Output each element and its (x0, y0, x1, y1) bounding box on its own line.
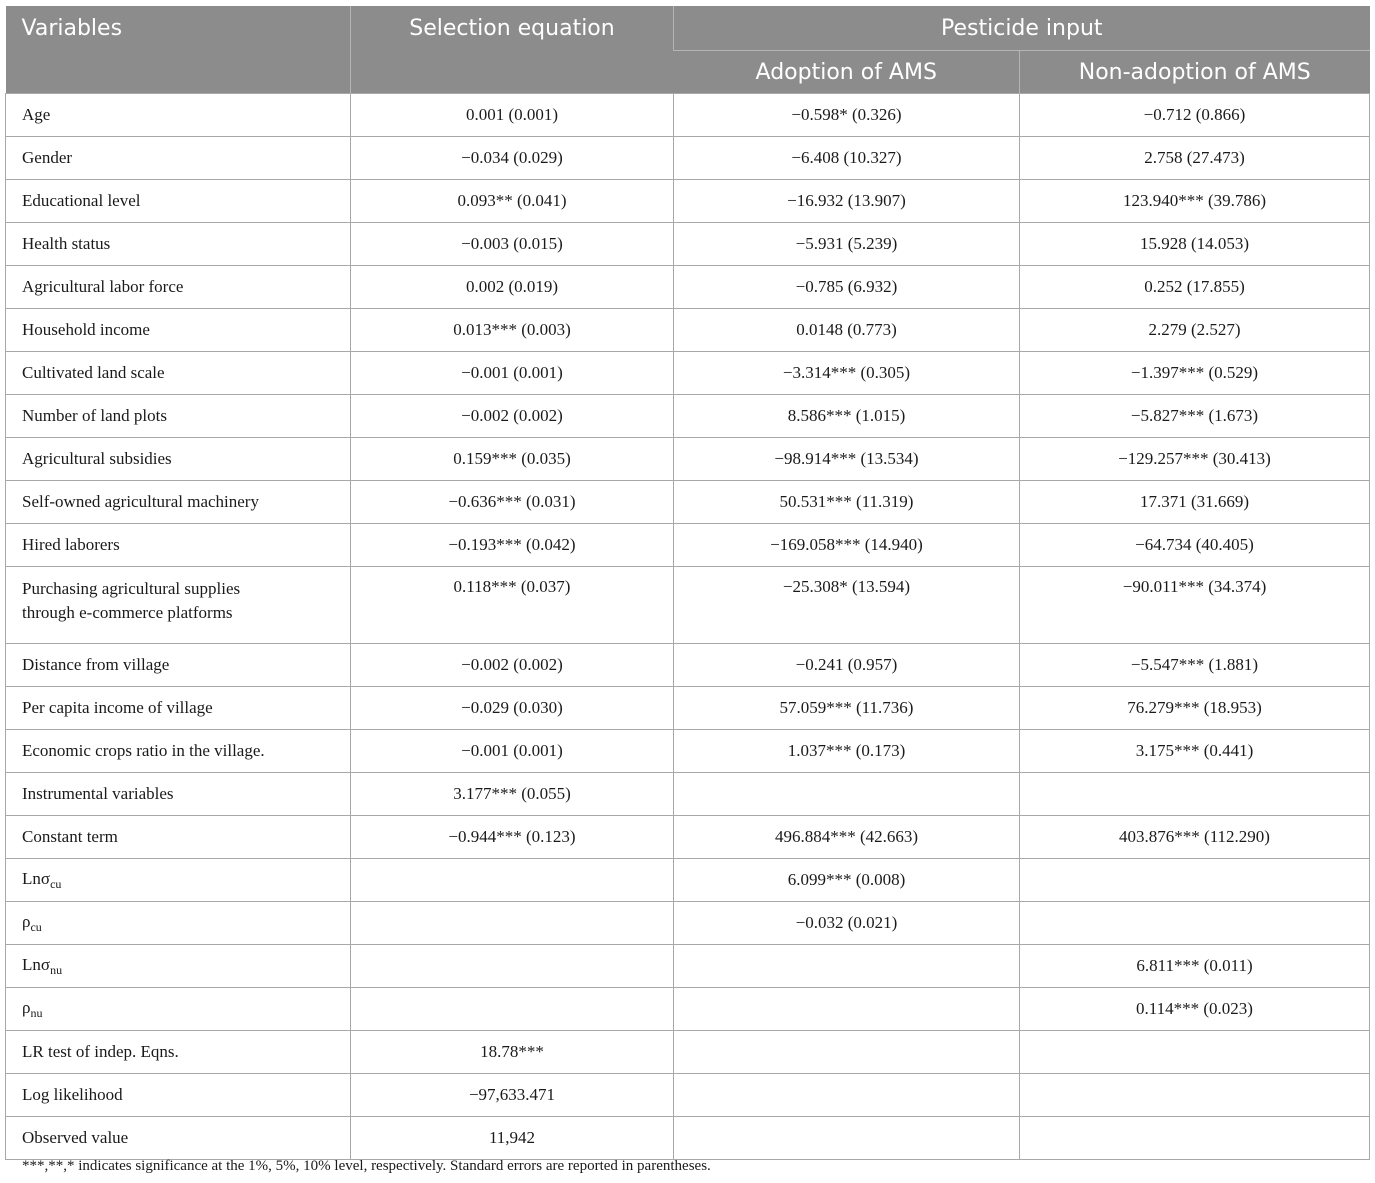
table-row (6, 644, 1370, 687)
selection-value-cell (351, 902, 674, 945)
results-table-container (5, 6, 1369, 1160)
selection-value-cell: 0.093** (0.041) (351, 180, 674, 223)
table-row (6, 816, 1370, 859)
adoption-value-cell: −5.931 (5.239) (674, 223, 1020, 266)
selection-value-cell: 0.002 (0.019) (351, 266, 674, 309)
adoption-value-cell: −0.598* (0.326) (674, 94, 1020, 137)
variable-cell: Household income (6, 309, 351, 352)
selection-value-cell: −0.636*** (0.031) (351, 481, 674, 524)
variable-subscript: cu (50, 876, 62, 891)
selection-value-cell: −0.029 (0.030) (351, 687, 674, 730)
non-adoption-value-cell: −5.827*** (1.673) (1020, 395, 1370, 438)
variable-subscript: nu (30, 1005, 43, 1020)
variable-cell: Agricultural subsidies (6, 438, 351, 481)
non-adoption-value-cell (1020, 1031, 1370, 1074)
header-variables: Variables (6, 6, 351, 94)
non-adoption-value-cell: −0.712 (0.866) (1020, 94, 1370, 137)
non-adoption-value-cell (1020, 1074, 1370, 1117)
variable-cell: Health status (6, 223, 351, 266)
selection-value-cell: −97,633.471 (351, 1074, 674, 1117)
adoption-value-cell: −0.785 (6.932) (674, 266, 1020, 309)
variable-cell: Age (6, 94, 351, 137)
non-adoption-value-cell: 0.252 (17.855) (1020, 266, 1370, 309)
non-adoption-value-cell: −90.011*** (34.374) (1020, 567, 1370, 644)
adoption-value-cell: −3.314*** (0.305) (674, 352, 1020, 395)
variable-cell: Gender (6, 137, 351, 180)
variable-symbol: Lnσ (22, 868, 51, 888)
non-adoption-value-cell (1020, 773, 1370, 816)
variable-cell: Hired laborers (6, 524, 351, 567)
non-adoption-value-cell: 2.279 (2.527) (1020, 309, 1370, 352)
table-row (6, 567, 1370, 644)
header-selection-equation: Selection equation (351, 6, 674, 94)
non-adoption-value-cell: −5.547*** (1.881) (1020, 644, 1370, 687)
table-row (6, 524, 1370, 567)
table-row (6, 137, 1370, 180)
regression-results-table (5, 6, 1370, 1160)
table-row (6, 223, 1370, 266)
selection-value-cell: 11,942 (351, 1117, 674, 1160)
header-pesticide-input: Pesticide input (674, 6, 1370, 51)
variable-symbol: ρ (22, 911, 31, 931)
non-adoption-value-cell: 15.928 (14.053) (1020, 223, 1370, 266)
variable-cell: Number of land plots (6, 395, 351, 438)
table-row (6, 94, 1370, 137)
adoption-value-cell: 8.586*** (1.015) (674, 395, 1020, 438)
non-adoption-value-cell: 123.940*** (39.786) (1020, 180, 1370, 223)
table-row (6, 1117, 1370, 1160)
table-footnote: ***,**,* indicates significance at the 1%, 5%, 10% level, respectively. Standard errors are reported in parentheses. (22, 1158, 711, 1174)
adoption-value-cell: 6.099*** (0.008) (674, 859, 1020, 902)
header-adoption-ams: Adoption of AMS (674, 51, 1020, 94)
adoption-value-cell (674, 988, 1020, 1031)
selection-value-cell (351, 988, 674, 1031)
variable-subscript: nu (50, 962, 63, 977)
table-row (6, 773, 1370, 816)
selection-value-cell: −0.034 (0.029) (351, 137, 674, 180)
table-row (6, 309, 1370, 352)
adoption-value-cell: 50.531*** (11.319) (674, 481, 1020, 524)
selection-value-cell: 0.001 (0.001) (351, 94, 674, 137)
adoption-value-cell: 57.059*** (11.736) (674, 687, 1020, 730)
adoption-value-cell: −98.914*** (13.534) (674, 438, 1020, 481)
variable-cell: Distance from village (6, 644, 351, 687)
selection-value-cell (351, 945, 674, 988)
non-adoption-value-cell: 76.279*** (18.953) (1020, 687, 1370, 730)
selection-value-cell: 18.78*** (351, 1031, 674, 1074)
selection-value-cell: 0.159*** (0.035) (351, 438, 674, 481)
non-adoption-value-cell: 2.758 (27.473) (1020, 137, 1370, 180)
non-adoption-value-cell: 6.811*** (0.011) (1020, 945, 1370, 988)
adoption-value-cell (674, 945, 1020, 988)
table-row (6, 352, 1370, 395)
table-row (6, 481, 1370, 524)
variable-cell: Constant term (6, 816, 351, 859)
adoption-value-cell: −6.408 (10.327) (674, 137, 1020, 180)
table-row (6, 180, 1370, 223)
non-adoption-value-cell (1020, 859, 1370, 902)
table-row (6, 266, 1370, 309)
non-adoption-value-cell: −64.734 (40.405) (1020, 524, 1370, 567)
table-row (6, 945, 1370, 988)
selection-value-cell: −0.001 (0.001) (351, 352, 674, 395)
table-row (6, 687, 1370, 730)
adoption-value-cell: 1.037*** (0.173) (674, 730, 1020, 773)
selection-value-cell: −0.002 (0.002) (351, 644, 674, 687)
table-row (6, 730, 1370, 773)
non-adoption-value-cell: −129.257*** (30.413) (1020, 438, 1370, 481)
variable-symbol: Lnσ (22, 954, 51, 974)
variable-cell (6, 567, 351, 644)
variable-cell: Self-owned agricultural machinery (6, 481, 351, 524)
non-adoption-value-cell: −1.397*** (0.529) (1020, 352, 1370, 395)
variable-cell: Log likelihood (6, 1074, 351, 1117)
selection-value-cell: −0.002 (0.002) (351, 395, 674, 438)
variable-cell: Instrumental variables (6, 773, 351, 816)
variable-label-line2: through e-commerce platforms (22, 603, 233, 622)
adoption-value-cell: −0.032 (0.021) (674, 902, 1020, 945)
non-adoption-value-cell: 3.175*** (0.441) (1020, 730, 1370, 773)
variable-cell (6, 859, 351, 902)
non-adoption-value-cell: 17.371 (31.669) (1020, 481, 1370, 524)
table-body (6, 94, 1370, 1160)
selection-value-cell (351, 859, 674, 902)
table-row (6, 902, 1370, 945)
adoption-value-cell (674, 773, 1020, 816)
adoption-value-cell: 0.0148 (0.773) (674, 309, 1020, 352)
variable-cell (6, 945, 351, 988)
non-adoption-value-cell (1020, 902, 1370, 945)
variable-cell: Cultivated land scale (6, 352, 351, 395)
variable-cell (6, 902, 351, 945)
table-row (6, 1074, 1370, 1117)
non-adoption-value-cell: 0.114*** (0.023) (1020, 988, 1370, 1031)
adoption-value-cell: −0.241 (0.957) (674, 644, 1020, 687)
non-adoption-value-cell: 403.876*** (112.290) (1020, 816, 1370, 859)
adoption-value-cell: −25.308* (13.594) (674, 567, 1020, 644)
variable-cell: Economic crops ratio in the village. (6, 730, 351, 773)
selection-value-cell: 3.177*** (0.055) (351, 773, 674, 816)
adoption-value-cell: −169.058*** (14.940) (674, 524, 1020, 567)
selection-value-cell: 0.013*** (0.003) (351, 309, 674, 352)
selection-value-cell: 0.118*** (0.037) (351, 567, 674, 644)
adoption-value-cell (674, 1031, 1020, 1074)
table-row (6, 988, 1370, 1031)
adoption-value-cell: −16.932 (13.907) (674, 180, 1020, 223)
variable-cell: Observed value (6, 1117, 351, 1160)
variable-cell (6, 988, 351, 1031)
table-row (6, 395, 1370, 438)
table-row (6, 859, 1370, 902)
adoption-value-cell (674, 1117, 1020, 1160)
non-adoption-value-cell (1020, 1117, 1370, 1160)
selection-value-cell: −0.001 (0.001) (351, 730, 674, 773)
selection-value-cell: −0.193*** (0.042) (351, 524, 674, 567)
variable-subscript: cu (30, 919, 42, 934)
variable-cell: Per capita income of village (6, 687, 351, 730)
table-row (6, 438, 1370, 481)
adoption-value-cell: 496.884*** (42.663) (674, 816, 1020, 859)
adoption-value-cell (674, 1074, 1020, 1117)
variable-symbol: ρ (22, 997, 31, 1017)
variable-cell: Agricultural labor force (6, 266, 351, 309)
variable-cell: LR test of indep. Eqns. (6, 1031, 351, 1074)
variable-cell: Educational level (6, 180, 351, 223)
table-header (6, 6, 1370, 94)
selection-value-cell: −0.003 (0.015) (351, 223, 674, 266)
selection-value-cell: −0.944*** (0.123) (351, 816, 674, 859)
variable-label-line1: Purchasing agricultural supplies (22, 579, 241, 598)
header-non-adoption-ams: Non-adoption of AMS (1020, 51, 1370, 94)
table-row (6, 1031, 1370, 1074)
